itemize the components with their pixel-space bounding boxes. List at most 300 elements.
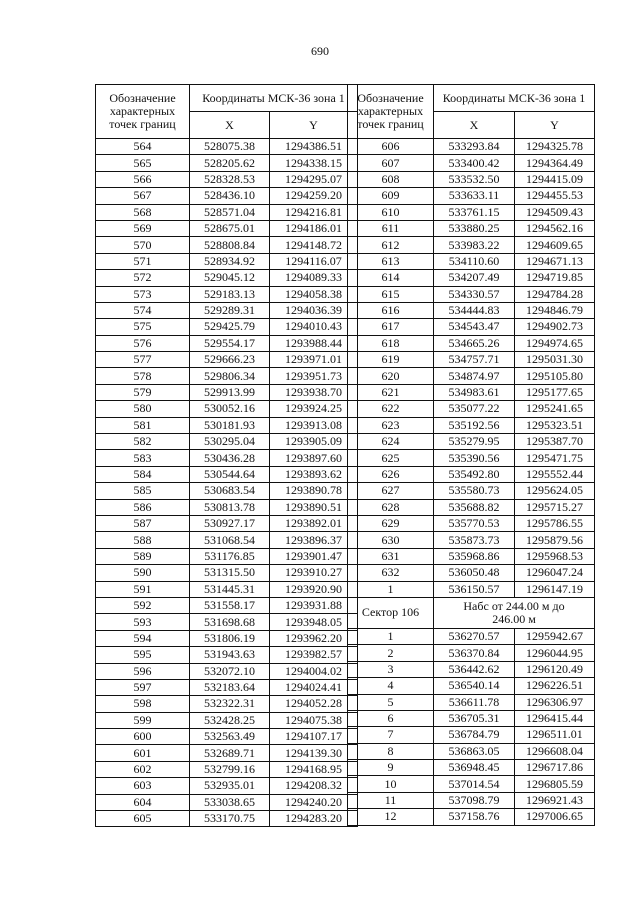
x-coord-cell: 528571.04 <box>190 204 270 220</box>
left-table-body <box>96 139 358 827</box>
table-row <box>96 499 358 515</box>
y-coord-cell: 1294089.33 <box>270 270 358 286</box>
table-row <box>96 401 358 417</box>
point-id-cell: 601 <box>96 745 190 761</box>
x-header: X <box>434 112 515 139</box>
table-row <box>96 581 358 597</box>
x-coord-cell: 533761.15 <box>434 204 515 220</box>
table-row <box>348 548 595 564</box>
point-id-cell: 607 <box>348 155 434 171</box>
table-row <box>348 368 595 384</box>
point-id-cell: 10 <box>348 776 434 792</box>
y-coord-cell: 1295387.70 <box>515 434 595 450</box>
point-id-cell: 587 <box>96 515 190 531</box>
x-coord-cell: 534543.47 <box>434 319 515 335</box>
y-coord-cell: 1295552.44 <box>515 466 595 482</box>
x-coord-cell: 530436.28 <box>190 450 270 466</box>
table-row <box>96 532 358 548</box>
coords-header: Координаты МСК-36 зона 1 <box>434 85 595 112</box>
point-id-cell: 595 <box>96 647 190 663</box>
table-row <box>96 237 358 253</box>
point-id-cell: 577 <box>96 352 190 368</box>
y-coord-cell: 1293962.20 <box>270 630 358 646</box>
x-coord-cell: 535873.73 <box>434 532 515 548</box>
y-coord-cell: 1295177.65 <box>515 384 595 400</box>
x-coord-cell: 536863.05 <box>434 743 515 759</box>
point-id-cell: 565 <box>96 155 190 171</box>
point-id-cell: 584 <box>96 466 190 482</box>
point-id-cell: 591 <box>96 581 190 597</box>
point-id-cell: 623 <box>348 417 434 433</box>
point-id-cell: 610 <box>348 204 434 220</box>
x-coord-cell: 529183.13 <box>190 286 270 302</box>
x-coord-cell: 534330.57 <box>434 286 515 302</box>
table-row <box>348 220 595 236</box>
table-row <box>96 729 358 745</box>
table-row <box>348 499 595 515</box>
x-coord-cell: 535968.86 <box>434 548 515 564</box>
y-coord-cell: 1294283.20 <box>270 811 358 827</box>
point-id-cell: 11 <box>348 792 434 808</box>
y-coord-cell: 1295323.51 <box>515 417 595 433</box>
y-coord-cell: 1295786.55 <box>515 515 595 531</box>
y-coord-cell: 1294052.28 <box>270 696 358 712</box>
table-row <box>348 139 595 155</box>
y-coord-cell: 1294509.43 <box>515 204 595 220</box>
point-id-cell: 1 <box>348 628 434 644</box>
table-row <box>348 628 595 644</box>
point-id-cell: 594 <box>96 630 190 646</box>
table-row <box>96 630 358 646</box>
y-coord-cell: 1294168.95 <box>270 761 358 777</box>
x-coord-cell: 531698.68 <box>190 614 270 630</box>
point-id-cell: 583 <box>96 450 190 466</box>
table-row <box>348 792 595 808</box>
point-id-cell: 599 <box>96 712 190 728</box>
table-row <box>348 515 595 531</box>
x-coord-cell: 531558.17 <box>190 597 270 613</box>
y-coord-cell: 1294024.41 <box>270 679 358 695</box>
table-row <box>96 286 358 302</box>
table-row <box>96 597 358 613</box>
table-row <box>96 171 358 187</box>
table-row <box>348 171 595 187</box>
y-coord-cell: 1294338.15 <box>270 155 358 171</box>
point-id-cell: 618 <box>348 335 434 351</box>
x-coord-cell: 529913.99 <box>190 384 270 400</box>
table-row <box>96 220 358 236</box>
table-row <box>348 661 595 677</box>
point-id-cell: 564 <box>96 139 190 155</box>
x-coord-cell: 530295.04 <box>190 434 270 450</box>
y-coord-cell: 1294186.01 <box>270 220 358 236</box>
table-row <box>96 319 358 335</box>
y-coord-cell: 1295031.30 <box>515 352 595 368</box>
x-coord-cell: 534983.61 <box>434 384 515 400</box>
sector-name: Сектор 106 <box>348 597 434 628</box>
point-id-cell: 630 <box>348 532 434 548</box>
y-coord-cell: 1293988.44 <box>270 335 358 351</box>
x-coord-cell: 531943.63 <box>190 647 270 663</box>
point-id-cell: 609 <box>348 188 434 204</box>
point-id-cell: 12 <box>348 809 434 825</box>
sector-height-note: Набс от 244.00 м до 246.00 м <box>434 597 595 628</box>
point-id-cell: 617 <box>348 319 434 335</box>
table-row <box>348 727 595 743</box>
table-row <box>96 647 358 663</box>
y-coord-cell: 1293905.09 <box>270 434 358 450</box>
point-id-cell: 592 <box>96 597 190 613</box>
x-coord-cell: 535492.80 <box>434 466 515 482</box>
y-coord-cell: 1294216.81 <box>270 204 358 220</box>
y-coord-cell: 1293948.05 <box>270 614 358 630</box>
point-id-cell: 6 <box>348 710 434 726</box>
table-row <box>96 745 358 761</box>
point-id-cell: 616 <box>348 302 434 318</box>
x-coord-cell: 534874.97 <box>434 368 515 384</box>
y-coord-cell: 1293971.01 <box>270 352 358 368</box>
y-coord-cell: 1294325.78 <box>515 139 595 155</box>
y-coord-cell: 1296306.97 <box>515 694 595 710</box>
table-row <box>348 450 595 466</box>
x-coord-cell: 535077.22 <box>434 401 515 417</box>
y-coord-cell: 1295968.53 <box>515 548 595 564</box>
table-row <box>96 417 358 433</box>
y-coord-cell: 1293931.88 <box>270 597 358 613</box>
point-id-cell: 631 <box>348 548 434 564</box>
y-coord-cell: 1294004.02 <box>270 663 358 679</box>
y-coord-cell: 1293938.70 <box>270 384 358 400</box>
table-row <box>348 743 595 759</box>
table-row <box>348 286 595 302</box>
y-header: Y <box>515 112 595 139</box>
y-coord-cell: 1295241.65 <box>515 401 595 417</box>
x-coord-cell: 529806.34 <box>190 368 270 384</box>
point-id-cell: 604 <box>96 794 190 810</box>
table-row <box>96 811 358 827</box>
point-id-cell: 589 <box>96 548 190 564</box>
point-id-cell: 566 <box>96 171 190 187</box>
point-id-cell: 621 <box>348 384 434 400</box>
y-coord-cell: 1293892.01 <box>270 515 358 531</box>
point-id-cell: 580 <box>96 401 190 417</box>
point-id-cell: 615 <box>348 286 434 302</box>
y-coord-cell: 1294902.73 <box>515 319 595 335</box>
y-coord-cell: 1293951.73 <box>270 368 358 384</box>
point-id-cell: 632 <box>348 565 434 581</box>
point-id-cell: 8 <box>348 743 434 759</box>
table-row <box>348 645 595 661</box>
x-coord-cell: 535770.53 <box>434 515 515 531</box>
x-coord-cell: 528075.38 <box>190 139 270 155</box>
point-id-cell: 570 <box>96 237 190 253</box>
table-row <box>96 434 358 450</box>
x-coord-cell: 533293.84 <box>434 139 515 155</box>
table-row <box>348 678 595 694</box>
table-row <box>96 155 358 171</box>
y-coord-cell: 1294075.38 <box>270 712 358 728</box>
y-coord-cell: 1294671.13 <box>515 253 595 269</box>
point-id-cell: 597 <box>96 679 190 695</box>
x-coord-cell: 529045.12 <box>190 270 270 286</box>
y-coord-cell: 1294562.16 <box>515 220 595 236</box>
x-coord-cell: 528934.92 <box>190 253 270 269</box>
x-coord-cell: 530927.17 <box>190 515 270 531</box>
table-row <box>96 270 358 286</box>
sector-header-row <box>348 597 595 628</box>
table-row <box>348 466 595 482</box>
point-id-cell: 605 <box>96 811 190 827</box>
point-id-cell: 7 <box>348 727 434 743</box>
point-id-cell: 5 <box>348 694 434 710</box>
y-coord-cell: 1296147.19 <box>515 581 595 597</box>
y-coord-cell: 1294386.51 <box>270 139 358 155</box>
y-coord-cell: 1294719.85 <box>515 270 595 286</box>
point-id-cell: 628 <box>348 499 434 515</box>
table-row <box>96 794 358 810</box>
table-row <box>96 483 358 499</box>
y-coord-cell: 1294974.65 <box>515 335 595 351</box>
table-row <box>348 565 595 581</box>
point-id-cell: 578 <box>96 368 190 384</box>
x-coord-cell: 537014.54 <box>434 776 515 792</box>
table-row <box>96 663 358 679</box>
point-id-cell: 627 <box>348 483 434 499</box>
x-coord-cell: 534207.49 <box>434 270 515 286</box>
y-coord-cell: 1293896.37 <box>270 532 358 548</box>
y-coord-cell: 1294415.09 <box>515 171 595 187</box>
table-row <box>96 302 358 318</box>
page-number: 690 <box>311 44 329 58</box>
y-coord-cell: 1293920.90 <box>270 581 358 597</box>
table-row <box>96 253 358 269</box>
x-coord-cell: 531315.50 <box>190 565 270 581</box>
point-id-cell: 626 <box>348 466 434 482</box>
x-coord-cell: 536270.57 <box>434 628 515 644</box>
point-id-cell: 625 <box>348 450 434 466</box>
y-header: Y <box>270 112 358 139</box>
y-coord-cell: 1293913.08 <box>270 417 358 433</box>
point-id-cell: 585 <box>96 483 190 499</box>
table-row <box>96 450 358 466</box>
x-coord-cell: 536948.45 <box>434 760 515 776</box>
x-coord-cell: 536611.78 <box>434 694 515 710</box>
x-coord-cell: 534444.83 <box>434 302 515 318</box>
y-coord-cell: 1293897.60 <box>270 450 358 466</box>
y-coord-cell: 1294295.07 <box>270 171 358 187</box>
point-id-cell: 619 <box>348 352 434 368</box>
right-table-body <box>348 139 595 826</box>
y-coord-cell: 1296608.04 <box>515 743 595 759</box>
table-row <box>96 565 358 581</box>
x-coord-cell: 533880.25 <box>434 220 515 236</box>
table-row <box>96 761 358 777</box>
y-coord-cell: 1297006.65 <box>515 809 595 825</box>
point-id-cell: 612 <box>348 237 434 253</box>
table-row <box>348 204 595 220</box>
point-id-cell: 572 <box>96 270 190 286</box>
point-id-cell: 573 <box>96 286 190 302</box>
x-coord-cell: 528675.01 <box>190 220 270 236</box>
point-id-cell: 593 <box>96 614 190 630</box>
point-id-cell: 613 <box>348 253 434 269</box>
point-id-cell: 598 <box>96 696 190 712</box>
y-coord-cell: 1295624.05 <box>515 483 595 499</box>
x-coord-cell: 528328.53 <box>190 171 270 187</box>
point-id-cell: 624 <box>348 434 434 450</box>
y-coord-cell: 1296047.24 <box>515 565 595 581</box>
point-id-cell: 1 <box>348 581 434 597</box>
y-coord-cell: 1296921.43 <box>515 792 595 808</box>
table-row <box>348 319 595 335</box>
y-coord-cell: 1295879.56 <box>515 532 595 548</box>
x-coord-cell: 537098.79 <box>434 792 515 808</box>
point-id-cell: 567 <box>96 188 190 204</box>
point-id-cell: 620 <box>348 368 434 384</box>
x-coord-cell: 535580.73 <box>434 483 515 499</box>
x-coord-cell: 533170.75 <box>190 811 270 827</box>
y-coord-cell: 1294010.43 <box>270 319 358 335</box>
table-row <box>348 417 595 433</box>
y-coord-cell: 1296717.86 <box>515 760 595 776</box>
y-coord-cell: 1294259.20 <box>270 188 358 204</box>
y-coord-cell: 1293982.57 <box>270 647 358 663</box>
x-coord-cell: 531068.54 <box>190 532 270 548</box>
table-row <box>348 302 595 318</box>
x-coord-cell: 533038.65 <box>190 794 270 810</box>
table-row <box>96 515 358 531</box>
x-header: X <box>190 112 270 139</box>
x-coord-cell: 537158.76 <box>434 809 515 825</box>
table-row <box>348 532 595 548</box>
x-coord-cell: 529289.31 <box>190 302 270 318</box>
y-coord-cell: 1294139.30 <box>270 745 358 761</box>
table-row <box>348 188 595 204</box>
point-id-cell: 576 <box>96 335 190 351</box>
point-id-cell: 3 <box>348 661 434 677</box>
y-coord-cell: 1294455.53 <box>515 188 595 204</box>
x-coord-cell: 532689.71 <box>190 745 270 761</box>
point-id-cell: 582 <box>96 434 190 450</box>
table-row <box>348 352 595 368</box>
designation-header: Обозначение характерных точек границ <box>348 85 434 139</box>
coords-header: Координаты МСК-36 зона 1 <box>190 85 358 112</box>
x-coord-cell: 531445.31 <box>190 581 270 597</box>
table-row <box>348 270 595 286</box>
y-coord-cell: 1296226.51 <box>515 678 595 694</box>
table-row <box>96 188 358 204</box>
x-coord-cell: 534665.26 <box>434 335 515 351</box>
y-coord-cell: 1294058.38 <box>270 286 358 302</box>
x-coord-cell: 536050.48 <box>434 565 515 581</box>
point-id-cell: 569 <box>96 220 190 236</box>
x-coord-cell: 530544.64 <box>190 466 270 482</box>
table-row <box>96 548 358 564</box>
x-coord-cell: 529666.23 <box>190 352 270 368</box>
x-coord-cell: 536370.84 <box>434 645 515 661</box>
y-coord-cell: 1293890.51 <box>270 499 358 515</box>
point-id-cell: 614 <box>348 270 434 286</box>
y-coord-cell: 1295105.80 <box>515 368 595 384</box>
x-coord-cell: 528808.84 <box>190 237 270 253</box>
table-row <box>348 401 595 417</box>
point-id-cell: 2 <box>348 645 434 661</box>
coordinates-table-left <box>95 84 358 827</box>
y-coord-cell: 1296044.95 <box>515 645 595 661</box>
designation-header: Обозначение характерных точек границ <box>96 85 190 139</box>
point-id-cell: 575 <box>96 319 190 335</box>
table-row <box>96 335 358 351</box>
table-row <box>96 368 358 384</box>
table-row <box>96 384 358 400</box>
y-coord-cell: 1296415.44 <box>515 710 595 726</box>
x-coord-cell: 532563.49 <box>190 729 270 745</box>
table-row <box>348 384 595 400</box>
y-coord-cell: 1295715.27 <box>515 499 595 515</box>
table-row <box>348 253 595 269</box>
x-coord-cell: 535279.95 <box>434 434 515 450</box>
y-coord-cell: 1295942.67 <box>515 628 595 644</box>
x-coord-cell: 530683.54 <box>190 483 270 499</box>
x-coord-cell: 531806.19 <box>190 630 270 646</box>
point-id-cell: 600 <box>96 729 190 745</box>
x-coord-cell: 528436.10 <box>190 188 270 204</box>
table-row <box>348 694 595 710</box>
table-row <box>96 778 358 794</box>
x-coord-cell: 536784.79 <box>434 727 515 743</box>
x-coord-cell: 536540.14 <box>434 678 515 694</box>
point-id-cell: 571 <box>96 253 190 269</box>
table-row <box>96 466 358 482</box>
x-coord-cell: 532428.25 <box>190 712 270 728</box>
x-coord-cell: 530813.78 <box>190 499 270 515</box>
table-row <box>96 352 358 368</box>
table-row <box>348 434 595 450</box>
y-coord-cell: 1294240.20 <box>270 794 358 810</box>
point-id-cell: 606 <box>348 139 434 155</box>
x-coord-cell: 535688.82 <box>434 499 515 515</box>
x-coord-cell: 532935.01 <box>190 778 270 794</box>
point-id-cell: 596 <box>96 663 190 679</box>
y-coord-cell: 1296511.01 <box>515 727 595 743</box>
table-row <box>348 710 595 726</box>
x-coord-cell: 534757.71 <box>434 352 515 368</box>
x-coord-cell: 536705.31 <box>434 710 515 726</box>
x-coord-cell: 529425.79 <box>190 319 270 335</box>
point-id-cell: 590 <box>96 565 190 581</box>
x-coord-cell: 534110.60 <box>434 253 515 269</box>
y-coord-cell: 1293910.27 <box>270 565 358 581</box>
y-coord-cell: 1296120.49 <box>515 661 595 677</box>
x-coord-cell: 532072.10 <box>190 663 270 679</box>
point-id-cell: 579 <box>96 384 190 400</box>
x-coord-cell: 529554.17 <box>190 335 270 351</box>
table-row <box>96 614 358 630</box>
y-coord-cell: 1294208.32 <box>270 778 358 794</box>
point-id-cell: 581 <box>96 417 190 433</box>
coordinates-table-right <box>347 84 595 826</box>
y-coord-cell: 1294609.65 <box>515 237 595 253</box>
point-id-cell: 9 <box>348 760 434 776</box>
y-coord-cell: 1293890.78 <box>270 483 358 499</box>
table-row <box>348 483 595 499</box>
point-id-cell: 603 <box>96 778 190 794</box>
y-coord-cell: 1293901.47 <box>270 548 358 564</box>
point-id-cell: 622 <box>348 401 434 417</box>
x-coord-cell: 530052.16 <box>190 401 270 417</box>
x-coord-cell: 530181.93 <box>190 417 270 433</box>
x-coord-cell: 535390.56 <box>434 450 515 466</box>
